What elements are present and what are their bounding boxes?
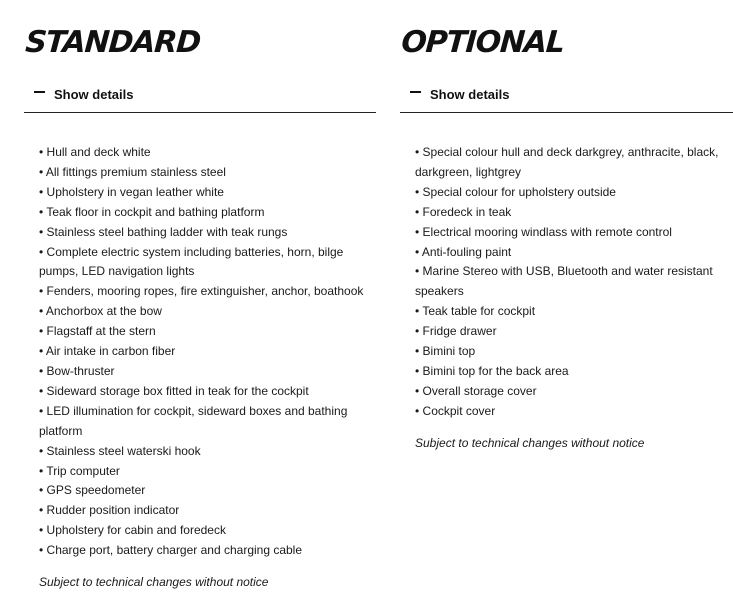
- standard-divider: [24, 112, 376, 113]
- list-item: • Fenders, mooring ropes, fire extinguisher, anchor, boathook: [39, 284, 364, 299]
- optional-notice: Subject to technical changes without notice: [415, 435, 645, 450]
- standard-notice: Subject to technical changes without notice: [39, 575, 269, 590]
- standard-show-details-toggle[interactable]: [24, 79, 376, 109]
- list-item: • Electrical mooring windlass with remote control: [415, 224, 672, 239]
- show-details-label: Show details: [430, 86, 510, 102]
- list-item: • Air intake in carbon fiber: [39, 344, 176, 359]
- list-item: • Anchorbox at the bow: [39, 304, 162, 319]
- standard-section: [24, 0, 376, 589]
- list-item: • Rudder position indicator: [39, 503, 180, 518]
- optional-feature-list: [400, 143, 733, 422]
- list-item: • Upholstery for cabin and foredeck: [39, 523, 226, 538]
- list-item: • Flagstaff at the stern: [39, 324, 156, 339]
- list-item: • LED illumination for cockpit, sideward boxes and bathing platform: [39, 403, 348, 438]
- list-item: • Bow-thruster: [39, 363, 115, 378]
- standard-heading: STANDARD: [24, 25, 202, 60]
- list-item: • Teak table for cockpit: [415, 304, 536, 319]
- list-item: • Anti-fouling paint: [415, 244, 512, 259]
- list-item: • Hull and deck white: [39, 145, 151, 159]
- list-item: • Foredeck in teak: [415, 204, 512, 219]
- list-item: • Fridge drawer: [415, 324, 497, 339]
- list-item: • Trip computer: [39, 463, 120, 478]
- show-details-label: Show details: [54, 86, 134, 102]
- list-item: • Sideward storage box fitted in teak for the cockpit: [39, 383, 309, 398]
- standard-feature-list: [24, 143, 376, 561]
- list-item: • Stainless steel waterski hook: [39, 443, 201, 458]
- list-item: • Complete electric system including batteries, horn, bilge pumps, LED navigation lights: [39, 244, 344, 279]
- list-item: • Teak floor in cockpit and bathing platform: [39, 204, 265, 219]
- optional-divider: [400, 112, 733, 113]
- list-item: • Special colour hull and deck darkgrey, anthracite, black, darkgreen, lightgrey: [415, 145, 719, 179]
- list-item: • Bimini top for the back area: [415, 363, 569, 378]
- list-item: • Marine Stereo with USB, Bluetooth and water resistant speakers: [415, 264, 713, 299]
- list-item: • Special colour for upholstery outside: [415, 184, 616, 199]
- list-item: • Bimini top: [415, 344, 476, 359]
- list-item: • Stainless steel bathing ladder with teak rungs: [39, 224, 288, 239]
- minus-icon: [410, 91, 421, 93]
- list-item: • Upholstery in vegan leather white: [39, 184, 224, 199]
- optional-heading: OPTIONAL: [400, 25, 566, 60]
- list-item: • GPS speedometer: [39, 483, 146, 498]
- optional-section: [400, 0, 733, 450]
- list-item: • Cockpit cover: [415, 403, 496, 418]
- list-item: • Charge port, battery charger and charging cable: [39, 543, 303, 558]
- minus-icon: [34, 91, 45, 93]
- list-item: • Overall storage cover: [415, 383, 537, 398]
- list-item: • All fittings premium stainless steel: [39, 164, 226, 179]
- optional-show-details-toggle[interactable]: [400, 79, 733, 109]
